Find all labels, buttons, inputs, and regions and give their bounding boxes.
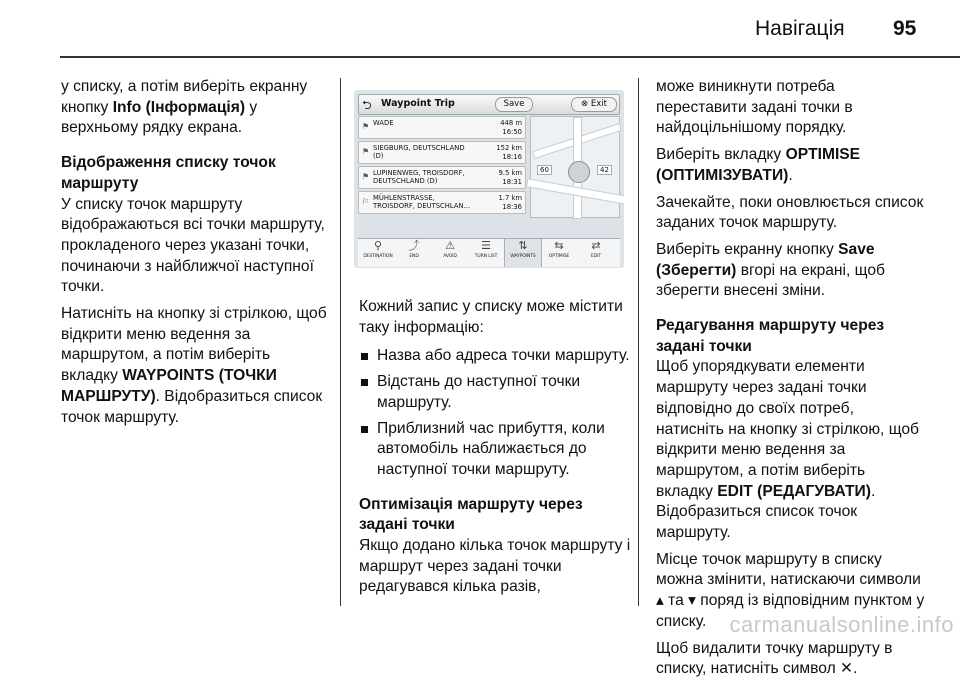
paragraph: Кожний запис у списку може містити таку інформацію: [359,298,623,336]
end-route-icon: ⤴ [408,239,420,252]
paragraph: Виберіть вкладку OPTIMISE (ОПТИМІЗУВАТИ). [656,146,861,184]
list-item: Приблизний час прибуття, коли автомобіль наближається до наступної точки маршруту. [359,419,631,481]
waypoint-icon: ⚑ [362,122,370,131]
waypoint-list [358,116,526,216]
waypoint-time: 18:36 [502,203,522,211]
page-number: 95 [893,17,917,40]
waypoint-time: 16:50 [502,128,522,136]
down-arrow-icon: ▾ [688,592,696,610]
waypoint-name: WADE [373,119,394,127]
bullet-square-icon [361,379,368,386]
waypoint-distance: 448 m [500,119,522,127]
paragraph: У списку точок маршруту відображаються всі точки маршруту, прокладеного через указані точки, починаючи з найближчої наступної точки. [61,195,325,296]
paragraph: Виберіть екранну кнопку Save (Зберегти) вгорі на екрані, щоб зберегти внесені зміни. [656,240,885,300]
screenshot-tab-bar [358,238,620,267]
paragraph: Натисніть на кнопку зі стрілкою, щоб відкрити меню ведення за маршрутом, а потім виберіть вкладку WAYPOINTS (ТОЧКИ МАРШРУТУ). Відобразиться список точок маршруту. [61,305,327,426]
right-column [656,77,926,680]
up-arrow-icon: ▴ [656,592,664,610]
tab-avoid: ⚠ AVOID [432,239,468,267]
paragraph: Зачекайте, поки оновлюється список заданих точок маршруту. [656,193,924,232]
list-item: Назва або адреса точки маршруту. [359,346,631,367]
waypoint-distance: 1.7 km [498,194,522,202]
tab-optimise: ⇆ OPTIMISE [541,239,577,267]
middle-column [359,297,631,598]
exit-button: ⊗ Exit [571,97,617,112]
turn-list-icon: ☰ [481,239,491,252]
waypoint-row [358,191,526,214]
map-label: 42 [597,165,612,175]
section-heading: Оптимізація маршруту через задані точки [359,495,583,534]
section-heading: Редагування маршруту через задані точки [656,317,885,355]
left-column [61,77,331,428]
waypoint-name: SIEGBURG, DEUTSCHLAND (D) [373,144,465,160]
edit-icon: ⇄ [591,239,601,252]
ui-term: OPTIMISE (ОПТИМІЗУВАТИ) [656,146,861,184]
paragraph: Місце точок маршруту в списку можна змінити, натискаючи символи ▴ та ▾ поряд із відповідним пунктом у списку. [656,550,925,630]
watermark: carmanualsonline.info [729,612,954,637]
tab-edit: ⇄ EDIT [578,239,614,267]
section-title: Навігація [755,17,845,40]
waypoint-icon: ⚑ [362,147,370,156]
screenshot-title: Waypoint Trip [381,98,455,109]
map-label: 60 [537,165,552,175]
waypoint-distance: 9.5 km [498,169,522,177]
waypoints-icon: ⇅ [518,239,528,252]
screenshot-title-bar [358,94,620,115]
exit-icon: ⊗ [581,99,591,109]
waypoint-icon: ⚑ [362,172,370,181]
vehicle-position-icon [568,161,590,183]
header-rule [60,56,960,58]
paragraph: у списку, а потім виберіть екранну кнопку Info (Інформація) у верхньому рядку екрана. [61,78,308,137]
tab-turn-list: ☰ TURN LIST [468,239,504,267]
back-arrow-icon: ⮌ [362,98,372,112]
waypoint-row [358,166,526,189]
waypoint-row [358,116,526,139]
close-icon: ✕ [840,660,854,678]
waypoint-row [358,141,526,164]
destination-icon: ⚲ [373,239,383,252]
ui-term: Save (Зберегти) [656,240,875,279]
column-divider-left [340,78,341,606]
section-heading: Відображення списку точок маршруту [61,154,276,192]
navigation-screenshot [354,90,624,268]
info-bullet-list [359,346,631,480]
save-button: Save [495,97,533,112]
waypoint-time: 18:31 [502,178,522,186]
ui-term: Info (Інформація) [112,98,246,116]
waypoint-name: LUPINENWEG, TROISDORF, DEUTSCHLAND (D) [373,169,465,185]
destination-flag-icon: ⚐ [362,197,370,206]
paragraph: може виникнути потреба переставити задані точки в найдоцільнішому порядку. [656,78,853,137]
tab-end: ⤴ END [396,239,432,267]
waypoint-time: 18:16 [502,153,522,161]
optimise-icon: ⇆ [554,239,564,252]
paragraph: Якщо додано кілька точок маршруту і маршрут через задані точки редагувався кілька разів, [359,537,631,596]
bullet-square-icon [361,426,368,433]
ui-term: WAYPOINTS (ТОЧКИ МАРШРУТУ) [61,367,277,405]
avoid-icon: ⚠ [445,239,455,252]
waypoint-distance: 152 km [496,144,522,152]
tab-waypoints: ⇅ WAYPOINTS [504,239,542,267]
route-map [530,116,620,218]
bullet-square-icon [361,353,368,360]
tab-destination: ⚲ DESTINATION [360,239,396,267]
ui-term: EDIT (РЕДАГУВАТИ) [717,482,871,500]
waypoint-name: MÜHLENSTRASSE, TROISDORF, DEUTSCHLAN... [373,194,471,210]
list-item: Відстань до наступної точки маршруту. [359,372,631,413]
column-divider-right [638,78,639,606]
paragraph: Щоб упорядкувати елементи маршруту через задані точки відповідно до своїх потреб, натисніть на кнопку зі стрілкою, щоб відкрити меню ведення за маршрутом, а потім виберіть вкладку EDIT (РЕДАГУВАТИ). Відобразиться список точок маршруту. [656,358,919,542]
paragraph: Щоб видалити точку маршруту в списку, натисніть символ ✕. [656,639,893,678]
